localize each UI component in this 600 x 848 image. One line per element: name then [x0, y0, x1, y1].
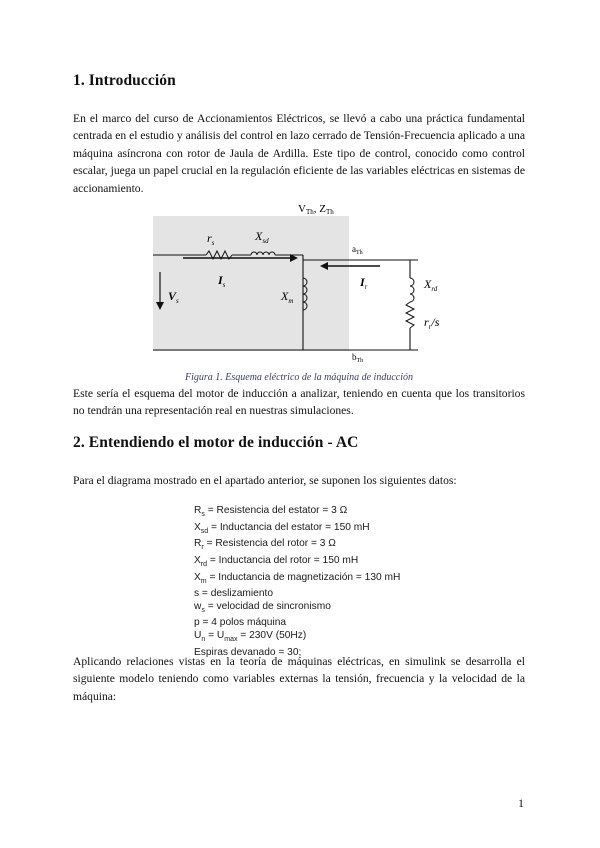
data-line: $U_n = U_{max} = 230V$ (50Hz): [194, 629, 307, 643]
svg-text:Ir: $I_r$: [360, 275, 368, 291]
svg-text:Xrd: $X_{rd}$: [424, 277, 438, 293]
section-1-heading: 1. Introducción: [73, 72, 176, 89]
data-line: $X_{sd}$ = Inductancia del estator = 150 mH: [194, 521, 370, 535]
page-number: 1: [518, 796, 524, 810]
xrd-label: X: [424, 277, 432, 291]
data-line: s = deslizamiento: [194, 588, 273, 600]
ir-label: I: [360, 275, 365, 289]
rotor-inductor: [410, 278, 414, 302]
svg-text:aTh: $a_{Th}$: [352, 244, 363, 256]
ath-label: a: [352, 244, 356, 254]
data-line: Espiras devanado = 30;: [194, 646, 302, 658]
data-line: $w_s$ = velocidad de sincronismo: [194, 600, 331, 614]
bth-label: b: [352, 352, 357, 362]
data-line: $R_s$ = Resistencia del estator = 3 Ω: [194, 505, 348, 519]
data-line: $X_{rd}$ = Inductancia del rotor = 150 mH: [194, 554, 359, 568]
xm-label: X: [281, 289, 289, 303]
data-line: p = 4 polos máquina: [194, 617, 287, 629]
svg-text:rs: $r_s$: [207, 231, 215, 247]
induction-motor-circuit-figure: [148, 200, 458, 365]
simulink-paragraph: Aplicando relaciones vistas en la teoría de máquinas eléctricas, en simulink se desarrolla el siguiente modelo teniendo como variables externas la tensión, frecuencia y la velocidad de la máquina:: [73, 655, 525, 703]
rotor-resistor: [406, 302, 414, 328]
data-line: $R_r$ = Resistencia del rotor = 3 Ω: [194, 538, 336, 552]
is-label: I: [218, 273, 223, 287]
svg-text:VTh, ZTh: VTh, ZTh: [298, 203, 334, 216]
rr-label: r: [424, 315, 429, 329]
figure-description-paragraph: Este sería el esquema del motor de inducción a analizar, teniendo en cuenta que los transitorios no tendrán una representación real en nuestras simulaciones.: [73, 387, 525, 418]
svg-text:bTh: $b_{Th}$: [352, 352, 364, 364]
vth-label: V: [298, 203, 306, 215]
rs-label: r: [207, 231, 212, 245]
svg-text:Vs: $V_s$: [168, 289, 179, 305]
thevenin-shaded-region: [153, 216, 349, 351]
svg-text:Is: $I_s$: [218, 273, 226, 289]
svg-text:rr/s: $r_r/s$: [424, 315, 440, 331]
data-intro-paragraph: Para el diagrama mostrado en el apartado anterior, se suponen los siguientes datos:: [73, 474, 457, 487]
vs-label: V: [168, 289, 177, 303]
xsd-label: X: [255, 229, 263, 243]
figure-caption: Figura 1. Esquema eléctrico de la máquina de inducción: [184, 372, 413, 383]
section-2-heading: 2. Entendiendo el motor de inducción - AC: [73, 434, 359, 451]
intro-paragraph: En el marco del curso de Accionamientos Eléctricos, se llevó a cabo una práctica fundamental centrada en el estudio y análisis del control en lazo cerrado de Tensión-Frecuencia aplicado a una máquina asíncrona con rotor de Jaula de Ardilla. Este tipo de control, conocido como control escalar, juega un papel crucial en la regulación eficiente de las variables eléctricas en sistemas de accionamiento.: [73, 112, 525, 195]
zth-label: Z: [319, 203, 326, 215]
svg-text:Xm: $X_m$: [281, 289, 294, 305]
data-line: $X_m$ = Inductancia de magnetización = 130 mH: [194, 571, 401, 585]
machine-data-list: [194, 505, 434, 659]
svg-text:Xsd: $X_{sd}$: [255, 229, 269, 245]
